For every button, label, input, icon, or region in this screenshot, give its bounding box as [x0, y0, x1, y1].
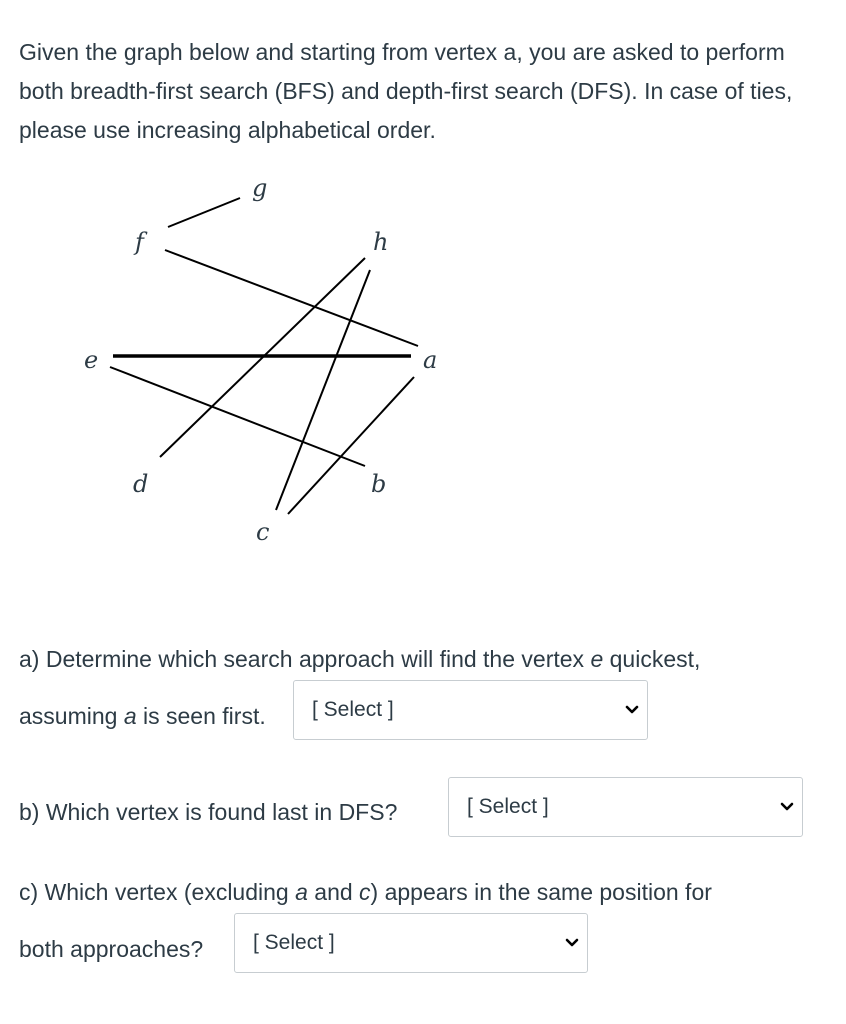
- answer-c-select[interactable]: [234, 913, 588, 973]
- var-c: c: [359, 879, 371, 905]
- edge-c-h: [276, 270, 370, 510]
- vertex-e-label: e: [84, 346, 99, 374]
- vertex-d-label: d: [133, 470, 149, 498]
- vertex-c-label: c: [256, 518, 270, 546]
- answer-b-select[interactable]: [448, 777, 803, 837]
- vertex-g-label: g: [252, 174, 268, 202]
- chevron-down-icon: [565, 938, 579, 948]
- chevron-down-icon: [625, 705, 639, 715]
- edge-f-a: [165, 250, 418, 346]
- vertex-f-label: f: [135, 228, 144, 256]
- answer-a-select-value: [ Select ]: [312, 698, 394, 721]
- answer-b-select-value: [ Select ]: [467, 795, 549, 818]
- question-a-line2: assuming a is seen first.: [19, 703, 266, 729]
- question-a-line1: a) Determine which search approach will find the vertex e quickest,: [19, 646, 701, 672]
- vertex-h-label: h: [373, 228, 389, 256]
- vertex-a-label: a: [423, 346, 438, 374]
- answer-c-select-value: [ Select ]: [253, 931, 335, 954]
- var-e: e: [590, 646, 604, 672]
- var-a: a: [295, 879, 308, 905]
- chevron-down-icon: [780, 802, 794, 812]
- question-c-line2: both approaches?: [19, 936, 204, 962]
- vertex-b-label: b: [371, 470, 387, 498]
- edge-f-g: [168, 198, 240, 227]
- edge-c-a: [288, 377, 414, 514]
- question-b-text: b) Which vertex is found last in DFS?: [19, 799, 398, 825]
- intro-text: Given the graph below and starting from vertex a, you are asked to perform both breadth-first search (BFS) and depth-first search (DFS). In case of ties, please use increasing alphabetical order.: [19, 39, 793, 143]
- answer-a-select[interactable]: [293, 680, 648, 740]
- question-c-line1: c) Which vertex (excluding a and c) appears in the same position for: [19, 879, 712, 905]
- var-a: a: [123, 703, 137, 729]
